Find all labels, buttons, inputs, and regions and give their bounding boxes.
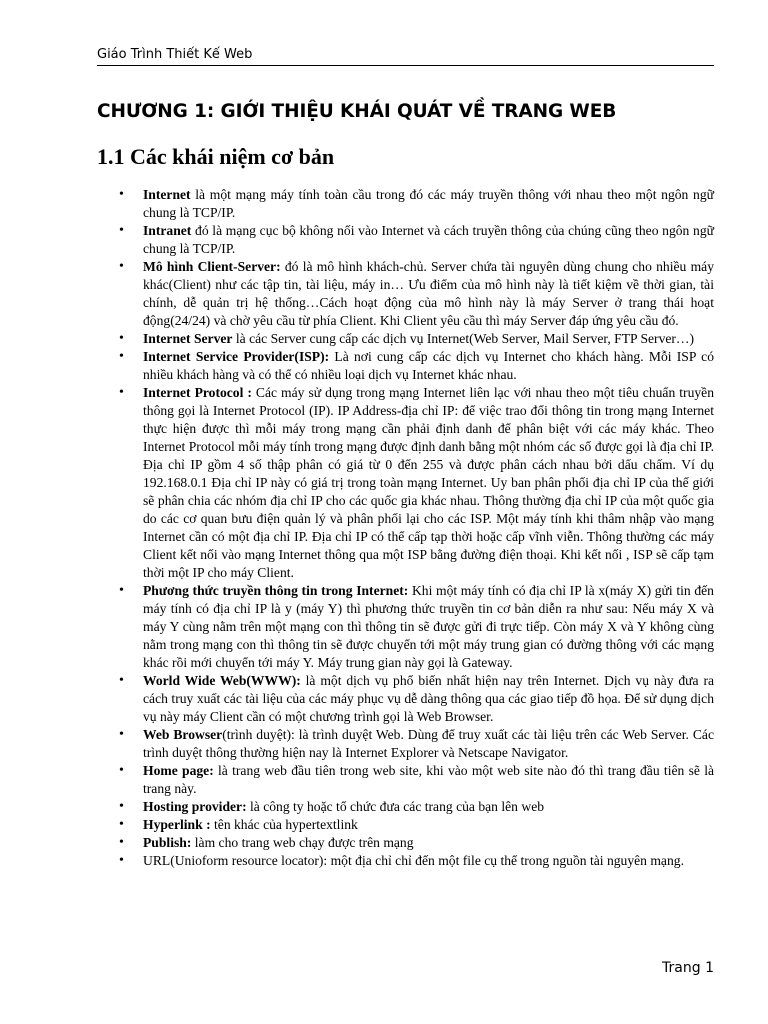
page-number: Trang 1: [662, 960, 714, 976]
section-title: 1.1 Các khái niệm cơ bản: [97, 144, 335, 169]
list-item: [143, 582, 714, 672]
list-item: [143, 726, 714, 762]
item-term: Hyperlink :: [143, 817, 211, 832]
item-term: Hosting provider:: [143, 799, 247, 814]
list-item: [143, 348, 714, 384]
item-text: Các máy sử dụng trong mạng Internet liên lạc với nhau theo một tiêu chuẩn truyền thông gọi là Internet Protocol (IP). IP Address-địa chỉ IP: để việc trao đổi thông tin trong mạng Internet thực hiện được thì mỗi máy trong mạng cần phải định danh để phân biệt với các máy khác. Theo Internet Protocol mỗi máy tính trong mạng được định danh bằng một nhóm các số được gọi là địa chỉ IP. Địa chỉ IP gồm 4 số thập phân có giá từ 0 đến 255 và được phân cách nhau bởi dấu chấm. Ví dụ 192.168.0.1 Địa chỉ IP này có giá trị trong toàn mạng Internet. Uy ban phân phối địa chỉ IP của thế giới sẽ phân chia các nhóm địa chỉ IP cho các quốc gia khác nhau. Thông thường địa chỉ IP của một quốc gia do các cơ quan bưu điện quản lý và phân phối lại cho các ISP. Một máy tính khi thâm nhập vào mạng Internet cần có một địa chỉ IP. Địa chỉ IP có thể cấp tạp thời hoặc cấp vĩnh viễn. Thông thường các máy Client kết nối vào mạng Internet thông qua một ISP bằng đường điện thoại. Khi kết nối , ISP sẽ cấp tạm thời một IP cho máy Client.: [143, 385, 714, 580]
item-text: đó là mạng cục bộ không nối vào Internet và cách truyền thông của chúng cũng theo ngôn ngữ chung là TCP/IP.: [143, 223, 714, 256]
list-item: [143, 330, 714, 348]
list-item: [143, 222, 714, 258]
item-term: Intranet: [143, 223, 192, 238]
item-text: (trình duyệt): là trình duyệt Web. Dùng để truy xuất các tài liệu trên các Web Server. Các trình duyệt thông thường hiện nay là Internet Explorer và Netscape Navigator.: [143, 727, 715, 760]
item-term: Publish:: [143, 835, 192, 850]
item-text: URL(Unioform resource locator): một địa chỉ chỉ đến một file cụ thể trong nguồn tài nguyên mạng.: [143, 853, 684, 868]
item-text: là trang web đầu tiên trong web site, khi vào một web site nào đó thì trang đầu tiên sẽ là trang này.: [143, 763, 715, 796]
list-item: [143, 798, 714, 816]
list-item: [143, 834, 714, 852]
item-text: đó là mô hình khách-chủ. Server chứa tài nguyên dùng chung cho nhiều máy khác(Client) như các tập tin, tài liệu, máy in… Ưu điểm của mô hình này là tiết kiệm về thời gian, tài chính, dễ quản trị hệ thống…Cách hoạt động của mô hình này là máy Server ở trang thái hoạt động(24/24) và chờ yêu cầu từ phía Client. Khi Client yêu cầu thì máy Server đáp ứng yêu cầu đó.: [143, 259, 714, 328]
running-header: Giáo Trình Thiết Kế Web: [97, 47, 714, 66]
item-term: Phương thức truyền thông tin trong Internet:: [143, 583, 409, 598]
item-text: là một mạng máy tính toàn cầu trong đó các máy truyền thông với nhau theo một ngôn ngữ chung là TCP/IP.: [143, 187, 714, 220]
item-text: là công ty hoặc tổ chức đưa các trang của bạn lên web: [246, 799, 545, 814]
chapter-title: CHƯƠNG 1: GIỚI THIỆU KHÁI QUÁT VỀ TRANG WEB: [97, 101, 617, 122]
list-item: [143, 672, 714, 726]
item-term: Internet Server: [143, 331, 233, 346]
item-text: là một dịch vụ phổ biến nhất hiện nay trên Internet. Dịch vụ này đưa ra cách truy xuất các tài liệu của các máy phục vụ dễ dàng thông qua các giao tiếp đồ họa. Để sử dụng dịch vụ này máy Client cần có một chương trình gọi là Web Browser.: [143, 673, 715, 724]
item-text: là các Server cung cấp các dịch vụ Internet(Web Server, Mail Server, FTP Server…): [232, 331, 695, 346]
item-term: Internet Protocol :: [143, 385, 252, 400]
item-text: Khi một máy tính có địa chỉ IP là x(máy X) gửi tin đến máy tính có địa chỉ IP là y (máy Y) thì phương thức truyền tin cơ bản diễn ra như sau: Nếu máy X và máy Y cùng nằm trên một mạng con thì thông tin sẽ được gửi đi trực tiếp. Còn máy X và Y không cùng nằm trong mạng con thì thông tin sẽ được chuyển tới một máy trung gian có đường thông với các mạng khác rồi mới chuyển tới máy Y. Máy trung gian này gọi là Gateway.: [143, 583, 714, 670]
list-item: [143, 384, 714, 582]
item-term: Home page:: [143, 763, 214, 778]
list-item: [143, 762, 714, 798]
list-item: [143, 852, 714, 870]
item-term: Mô hình Client-Server:: [143, 259, 281, 274]
item-text: làm cho trang web chạy được trên mạng: [191, 835, 414, 850]
item-text: tên khác của hypertextlink: [210, 817, 358, 832]
item-text: Là nơi cung cấp các dịch vụ Internet cho khách hàng. Mỗi ISP có nhiều khách hàng và có thể có nhiều loại dịch vụ Internet khác nhau.: [143, 349, 714, 382]
item-term: Web Browser: [143, 727, 223, 742]
item-term: World Wide Web(WWW):: [143, 673, 301, 688]
list-item: [143, 186, 714, 222]
item-term: Internet Service Provider(ISP):: [143, 349, 330, 364]
list-item: [143, 258, 714, 330]
item-term: Internet: [143, 187, 191, 202]
definition-list: [143, 186, 714, 870]
list-item: [143, 816, 714, 834]
